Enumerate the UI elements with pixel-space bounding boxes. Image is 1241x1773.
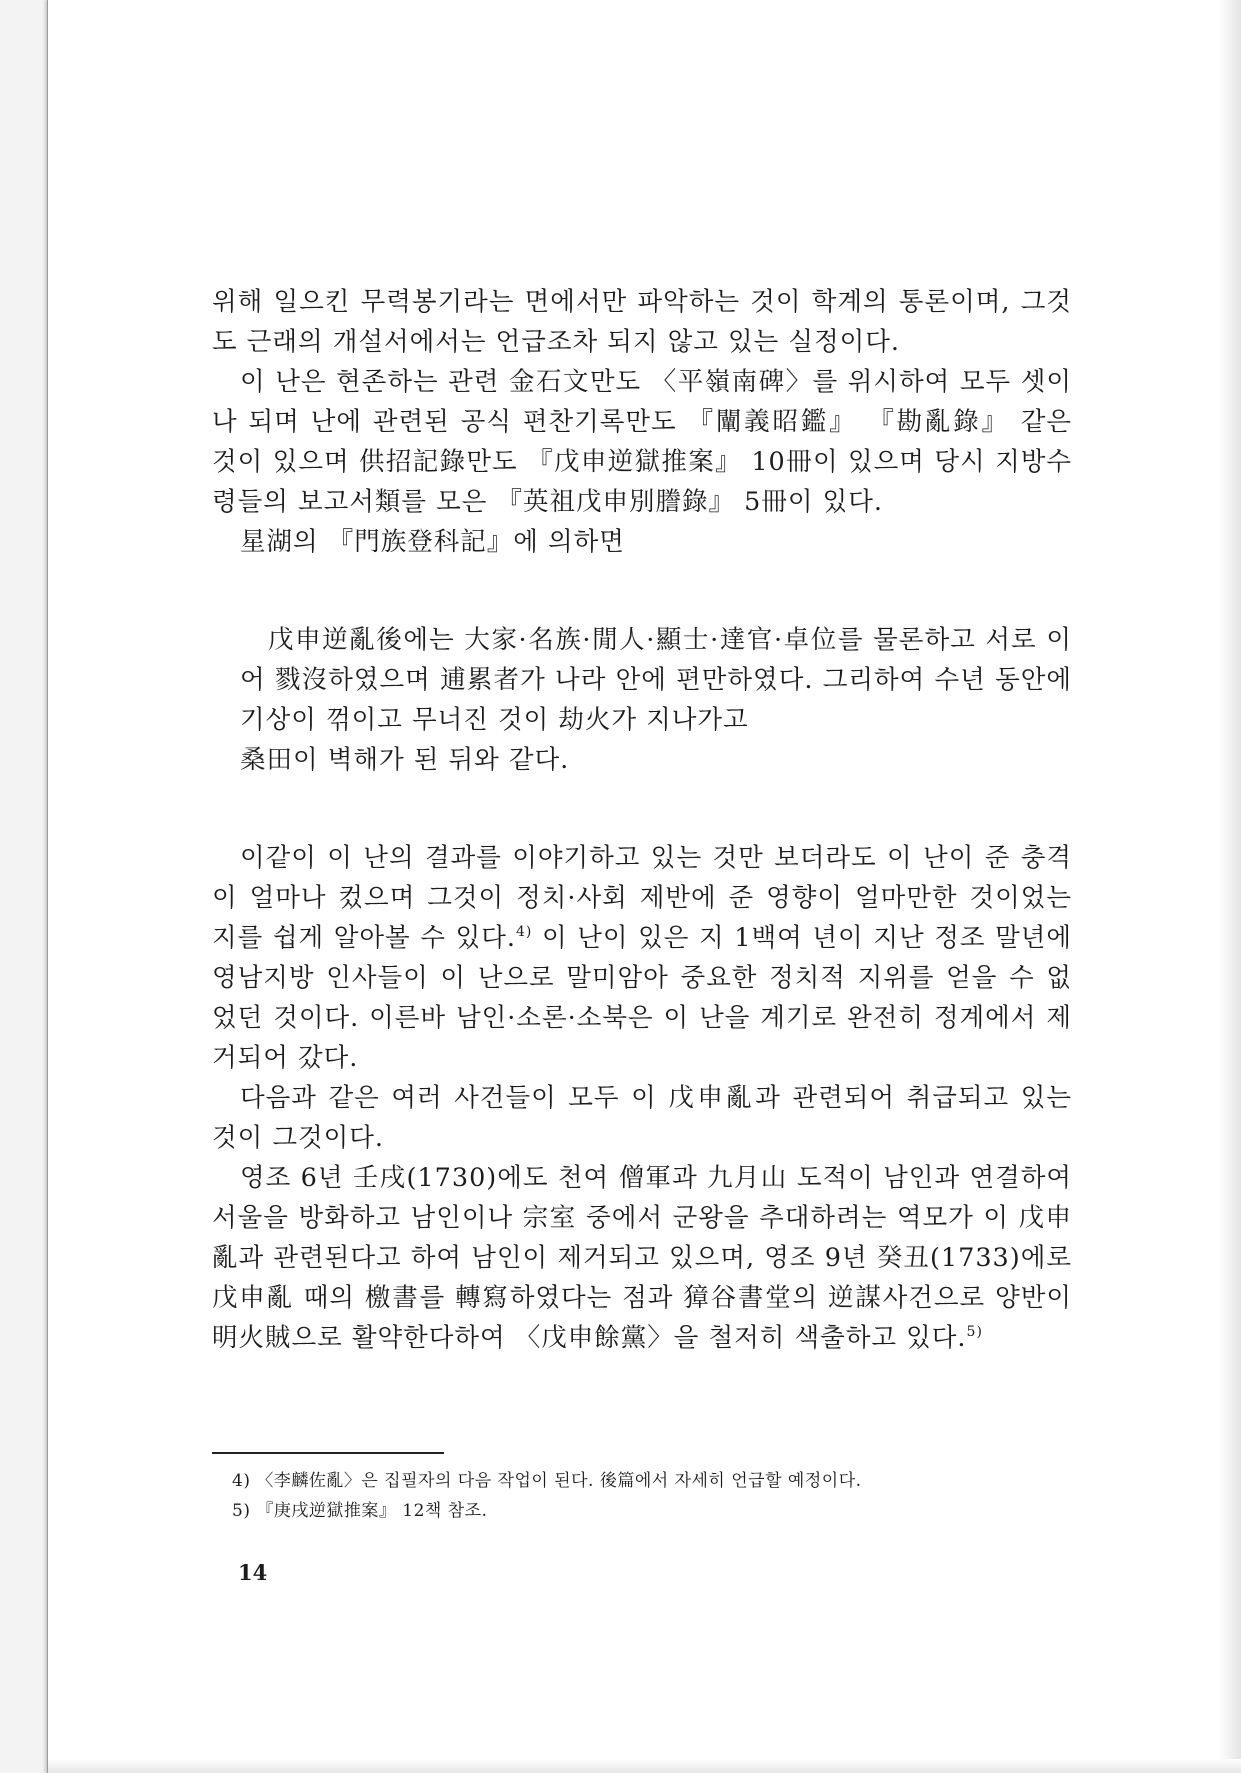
footnote-divider — [212, 1452, 444, 1454]
footnote-4: 4) 〈李麟佐亂〉은 집필자의 다음 작업이 된다. 後篇에서 자세히 언급할 예정이다. — [232, 1471, 862, 1491]
quote-text: 戊申逆亂後에는 大家·名族·閒人·顯士·達官·卓位를 물론하고 서로 이어 戮沒하였으며 逋累者가 나라 안에 편만하였다. 그리하여 수년 동안에 기상이 꺾이고 무너진 것이 劫火가 지나가고 — [240, 625, 1072, 735]
paragraph-6-text: 영조 6년 壬戌(1730)에도 천여 僧軍과 九月山 도적이 남인과 연결하여 서울을 방화하고 남인이나 宗室 중에서 군왕을 추대하려는 역모가 이 戊申亂과 관련된다고 하여 남인이 제거되고 있으며, 영조 9년 癸丑(1733)에로 戊申亂 때의 檄書를 轉寫하였다는 점과 獐谷書堂의 逆謀사건으로 양반이 明火賊으로 활약한다하여 〈戊申餘黨〉을 철저히 색출하고 있다. — [212, 1163, 1072, 1353]
page-edge-shadow — [1218, 0, 1241, 1773]
paragraph-6 — [212, 1158, 1072, 1358]
paragraph-3: 星湖의 『門族登科記』에 의하면 — [240, 527, 625, 557]
paragraph-4-text-b: 이 난이 있은 지 1백여 년이 지난 정조 말년에 영남지방 인사들이 이 난으로 말미암아 중요한 정치적 지위를 얻을 수 없었던 것이다. 이른바 남인·소론·소북은 이 난을 계기로 완전히 정계에서 제거되어 갔다. — [212, 923, 1073, 1073]
paragraph-2: 이 난은 현존하는 관련 金石文만도 〈平嶺南碑〉를 위시하여 모두 셋이나 되며 난에 관련된 공식 편찬기록만도 『闡義昭鑑』 『勘亂錄』 같은 것이 있으며 供招記錄만도 『戊申逆獄推案』 10冊이 있으며 당시 지방수령들의 보고서類를 모은 『英祖戊申別謄錄』 5冊이 있다. — [212, 367, 1072, 517]
footnote-ref-4: 4) — [515, 924, 533, 940]
paragraph-4-text-a: 이같이 이 난의 결과를 이야기하고 있는 것만 보더라도 이 난이 준 충격이 얼마나 컸으며 그것이 정치·사회 제반에 준 영향이 얼마만한 것이었는지를 쉽게 알아볼 수 있다. — [212, 843, 1072, 953]
footnote-5: 5) 『庚戌逆獄推案』 12책 참조. — [232, 1501, 488, 1521]
footnote-ref-5: 5) — [966, 1324, 983, 1340]
page-number: 14 — [238, 1560, 268, 1585]
page-bottom-shadow — [48, 1759, 1241, 1773]
paragraph-1: 위해 일으킨 무력봉기라는 면에서만 파악하는 것이 학계의 통론이며, 그것도 근래의 개설서에서는 언급조차 되지 않고 있는 실정이다. — [212, 287, 1072, 357]
paragraph-4 — [212, 838, 1072, 1078]
main-text — [212, 282, 1072, 1358]
quote-text-end: 桑田이 벽해가 된 뒤와 같다. — [240, 745, 570, 775]
block-quote — [212, 620, 1072, 780]
footnotes — [232, 1466, 1072, 1526]
paragraph-5: 다음과 같은 여러 사건들이 모두 이 戊申亂과 관련되어 취급되고 있는 것이 그것이다. — [212, 1083, 1072, 1153]
